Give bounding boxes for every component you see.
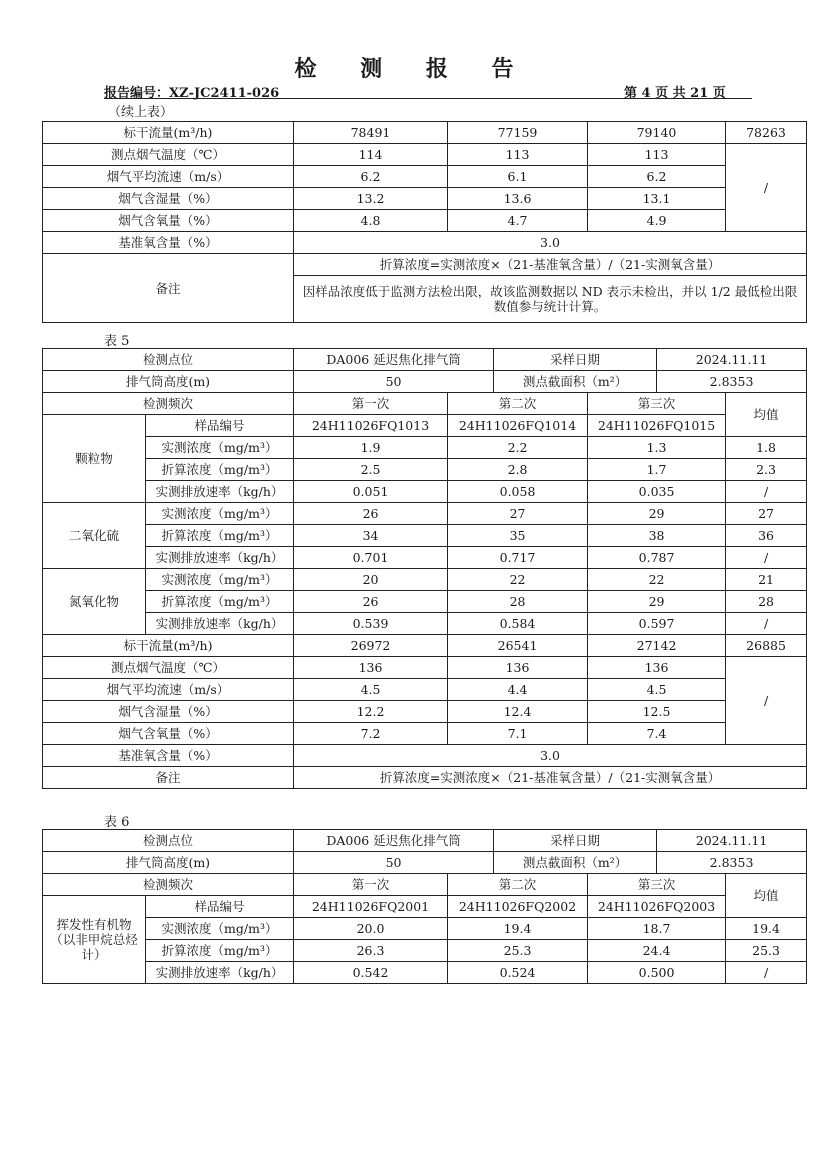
report-title: 检 测 报 告 [294, 56, 532, 82]
average-cell: 36 [726, 525, 807, 547]
continued-caption: （续上表） [108, 105, 174, 120]
table-row [43, 918, 807, 940]
row-label: 实测浓度（mg/m³） [146, 437, 294, 459]
table5-caption: 表 5 [104, 334, 130, 349]
row-label: 实测浓度（mg/m³） [146, 569, 294, 591]
date-value: 2024.11.11 [657, 830, 807, 852]
value-cell: 24.4 [588, 940, 726, 962]
row-label: 实测浓度（mg/m³） [146, 503, 294, 525]
value-cell: 1.3 [588, 437, 726, 459]
average-header: 均值 [726, 393, 807, 437]
value-cell: 12.2 [294, 701, 448, 723]
average-cell: / [726, 481, 807, 503]
remark-label: 备注 [43, 254, 294, 323]
continued-table [42, 121, 807, 323]
table-row [43, 745, 807, 767]
value-cell: 7.2 [294, 723, 448, 745]
frequency-cell: 第三次 [588, 874, 726, 896]
row-label: 折算浓度（mg/m³） [146, 940, 294, 962]
report-number: 报告编号：XZ-JC2411-026 [104, 86, 280, 101]
area-label: 测点截面积（m²） [494, 852, 657, 874]
pollutant-name: 氮氧化物 [43, 569, 146, 635]
value-cell: 26 [294, 591, 448, 613]
sample-id: 24H11026FQ1015 [588, 415, 726, 437]
remark-note: 因样品浓度低于监测方法检出限，故该监测数据以 ND 表示未检出，并以 1/2 最低检出限数值参与统计计算。 [294, 276, 807, 323]
value-cell: 0.701 [294, 547, 448, 569]
table-row [43, 679, 807, 701]
value-cell: 12.5 [588, 701, 726, 723]
date-label: 采样日期 [494, 349, 657, 371]
row-label: 折算浓度（mg/m³） [146, 525, 294, 547]
pollutant-name: 颗粒物 [43, 415, 146, 503]
value-cell: 79140 [588, 122, 726, 144]
frequency-cell: 第二次 [448, 393, 588, 415]
value-cell: 1.9 [294, 437, 448, 459]
row-label: 测点烟气温度（℃） [43, 144, 294, 166]
height-label: 排气筒高度(m) [43, 371, 294, 393]
value-cell: 114 [294, 144, 448, 166]
table-row [43, 940, 807, 962]
date-value: 2024.11.11 [657, 349, 807, 371]
table-row [43, 657, 807, 679]
row-label: 烟气平均流速（m/s） [43, 166, 294, 188]
row-label: 实测排放速率（kg/h） [146, 481, 294, 503]
sample-id: 24H11026FQ1013 [294, 415, 448, 437]
table-row [43, 349, 807, 371]
value-cell: 1.7 [588, 459, 726, 481]
average-cell: 2.3 [726, 459, 807, 481]
value-cell: 7.1 [448, 723, 588, 745]
value-cell: 26 [294, 503, 448, 525]
value-cell: 0.597 [588, 613, 726, 635]
average-cell: / [726, 613, 807, 635]
remark-formula: 折算浓度=实测浓度×（21-基准氧含量）/（21-实测氧含量） [294, 254, 807, 276]
value-cell: 4.7 [448, 210, 588, 232]
value-cell: 0.542 [294, 962, 448, 984]
area-value: 2.8353 [657, 371, 807, 393]
table-row [43, 896, 807, 918]
value-cell: 77159 [448, 122, 588, 144]
table-row [43, 830, 807, 852]
value-cell: 7.4 [588, 723, 726, 745]
table-row [43, 569, 807, 591]
frequency-cell: 第二次 [448, 874, 588, 896]
value-cell: 6.1 [448, 166, 588, 188]
point-label: 检测点位 [43, 349, 294, 371]
value-cell: 0.051 [294, 481, 448, 503]
value-cell: 26972 [294, 635, 448, 657]
value-cell: 4.5 [588, 679, 726, 701]
row-label: 烟气含湿量（%） [43, 188, 294, 210]
row-label: 折算浓度（mg/m³） [146, 591, 294, 613]
average-na-cell: / [726, 144, 807, 232]
height-value: 50 [294, 852, 494, 874]
average-cell: 28 [726, 591, 807, 613]
value-cell: 4.5 [294, 679, 448, 701]
value-cell: 6.2 [294, 166, 448, 188]
value-cell: 27142 [588, 635, 726, 657]
table6 [42, 829, 807, 984]
value-cell: 0.500 [588, 962, 726, 984]
value-cell: 0.787 [588, 547, 726, 569]
row-label: 折算浓度（mg/m³） [146, 459, 294, 481]
value-cell: 4.4 [448, 679, 588, 701]
row-label: 实测排放速率（kg/h） [146, 962, 294, 984]
table-row [43, 613, 807, 635]
point-value: DA006 延迟焦化排气筒 [294, 830, 494, 852]
sample-id: 24H11026FQ2001 [294, 896, 448, 918]
row-label: 标干流量(m³/h) [43, 122, 294, 144]
value-cell: 18.7 [588, 918, 726, 940]
value-cell: 26.3 [294, 940, 448, 962]
remark-formula: 折算浓度=实测浓度×（21-基准氧含量）/（21-实测氧含量） [294, 767, 807, 789]
value-cell: 2.5 [294, 459, 448, 481]
sample-id: 24H11026FQ2002 [448, 896, 588, 918]
average-na-cell: / [726, 657, 807, 745]
row-label: 标干流量(m³/h) [43, 635, 294, 657]
average-cell: 19.4 [726, 918, 807, 940]
height-value: 50 [294, 371, 494, 393]
value-cell: 4.8 [294, 210, 448, 232]
value-cell: 35 [448, 525, 588, 547]
height-label: 排气筒高度(m) [43, 852, 294, 874]
average-cell: 25.3 [726, 940, 807, 962]
value-cell: 2.8 [448, 459, 588, 481]
value-cell: 136 [588, 657, 726, 679]
average-cell: 21 [726, 569, 807, 591]
average-cell: / [726, 547, 807, 569]
value-cell: 13.6 [448, 188, 588, 210]
value-cell: 0.524 [448, 962, 588, 984]
row-label: 实测排放速率（kg/h） [146, 613, 294, 635]
table-row [43, 723, 807, 745]
sample-id: 24H11026FQ2003 [588, 896, 726, 918]
table-row [43, 437, 807, 459]
row-label: 烟气含氧量（%） [43, 723, 294, 745]
average-cell: 1.8 [726, 437, 807, 459]
pollutant-name: 二氧化硫 [43, 503, 146, 569]
point-label: 检测点位 [43, 830, 294, 852]
table-row [43, 874, 807, 896]
base-oxygen-value: 3.0 [294, 232, 807, 254]
value-cell: 6.2 [588, 166, 726, 188]
value-cell: 29 [588, 591, 726, 613]
frequency-cell: 第三次 [588, 393, 726, 415]
date-label: 采样日期 [494, 830, 657, 852]
value-cell: 2.2 [448, 437, 588, 459]
table-row [43, 459, 807, 481]
row-label: 烟气含氧量（%） [43, 210, 294, 232]
value-cell: 20.0 [294, 918, 448, 940]
table-row [43, 415, 807, 437]
table-row [43, 144, 807, 166]
value-cell: 78491 [294, 122, 448, 144]
frequency-label: 检测频次 [43, 874, 294, 896]
value-cell: 28 [448, 591, 588, 613]
value-cell: 113 [448, 144, 588, 166]
table-row [43, 166, 807, 188]
table-row [43, 635, 807, 657]
base-oxygen-value: 3.0 [294, 745, 807, 767]
average-cell: 78263 [726, 122, 807, 144]
remark-label: 备注 [43, 767, 294, 789]
value-cell: 13.2 [294, 188, 448, 210]
value-cell: 4.9 [588, 210, 726, 232]
header-rule [104, 98, 752, 99]
table-row [43, 210, 807, 232]
table-row [43, 371, 807, 393]
area-value: 2.8353 [657, 852, 807, 874]
value-cell: 136 [294, 657, 448, 679]
frequency-label: 检测频次 [43, 393, 294, 415]
value-cell: 38 [588, 525, 726, 547]
sample-id: 24H11026FQ1014 [448, 415, 588, 437]
frequency-cell: 第一次 [294, 874, 448, 896]
row-label: 基准氧含量（%） [43, 745, 294, 767]
table-row [43, 852, 807, 874]
sample-label: 样品编号 [146, 415, 294, 437]
value-cell: 20 [294, 569, 448, 591]
value-cell: 0.584 [448, 613, 588, 635]
average-cell: / [726, 962, 807, 984]
row-label: 实测浓度（mg/m³） [146, 918, 294, 940]
row-label: 烟气平均流速（m/s） [43, 679, 294, 701]
value-cell: 25.3 [448, 940, 588, 962]
row-label: 烟气含湿量（%） [43, 701, 294, 723]
value-cell: 0.539 [294, 613, 448, 635]
value-cell: 22 [588, 569, 726, 591]
table-row [43, 188, 807, 210]
value-cell: 13.1 [588, 188, 726, 210]
value-cell: 27 [448, 503, 588, 525]
table-row [43, 393, 807, 415]
point-value: DA006 延迟焦化排气筒 [294, 349, 494, 371]
row-label: 实测排放速率（kg/h） [146, 547, 294, 569]
table-row [43, 254, 807, 276]
table-row [43, 701, 807, 723]
value-cell: 0.717 [448, 547, 588, 569]
area-label: 测点截面积（m²） [494, 371, 657, 393]
value-cell: 113 [588, 144, 726, 166]
value-cell: 34 [294, 525, 448, 547]
pollutant-name: 挥发性有机物（以非甲烷总烃计） [43, 896, 146, 984]
value-cell: 29 [588, 503, 726, 525]
table5 [42, 348, 807, 789]
average-cell: 26885 [726, 635, 807, 657]
table-row [43, 525, 807, 547]
value-cell: 0.058 [448, 481, 588, 503]
frequency-cell: 第一次 [294, 393, 448, 415]
value-cell: 19.4 [448, 918, 588, 940]
page-indicator: 第 4 页 共 21 页 [624, 86, 726, 101]
average-header: 均值 [726, 874, 807, 918]
value-cell: 22 [448, 569, 588, 591]
value-cell: 12.4 [448, 701, 588, 723]
table-row [43, 962, 807, 984]
average-cell: 27 [726, 503, 807, 525]
table6-caption: 表 6 [104, 815, 130, 830]
row-label: 测点烟气温度（℃） [43, 657, 294, 679]
table-row [43, 547, 807, 569]
table-row [43, 481, 807, 503]
table-row [43, 591, 807, 613]
row-label: 基准氧含量（%） [43, 232, 294, 254]
table-row [43, 122, 807, 144]
table-row [43, 232, 807, 254]
value-cell: 0.035 [588, 481, 726, 503]
table-row [43, 767, 807, 789]
sample-label: 样品编号 [146, 896, 294, 918]
table-row [43, 503, 807, 525]
value-cell: 26541 [448, 635, 588, 657]
value-cell: 136 [448, 657, 588, 679]
